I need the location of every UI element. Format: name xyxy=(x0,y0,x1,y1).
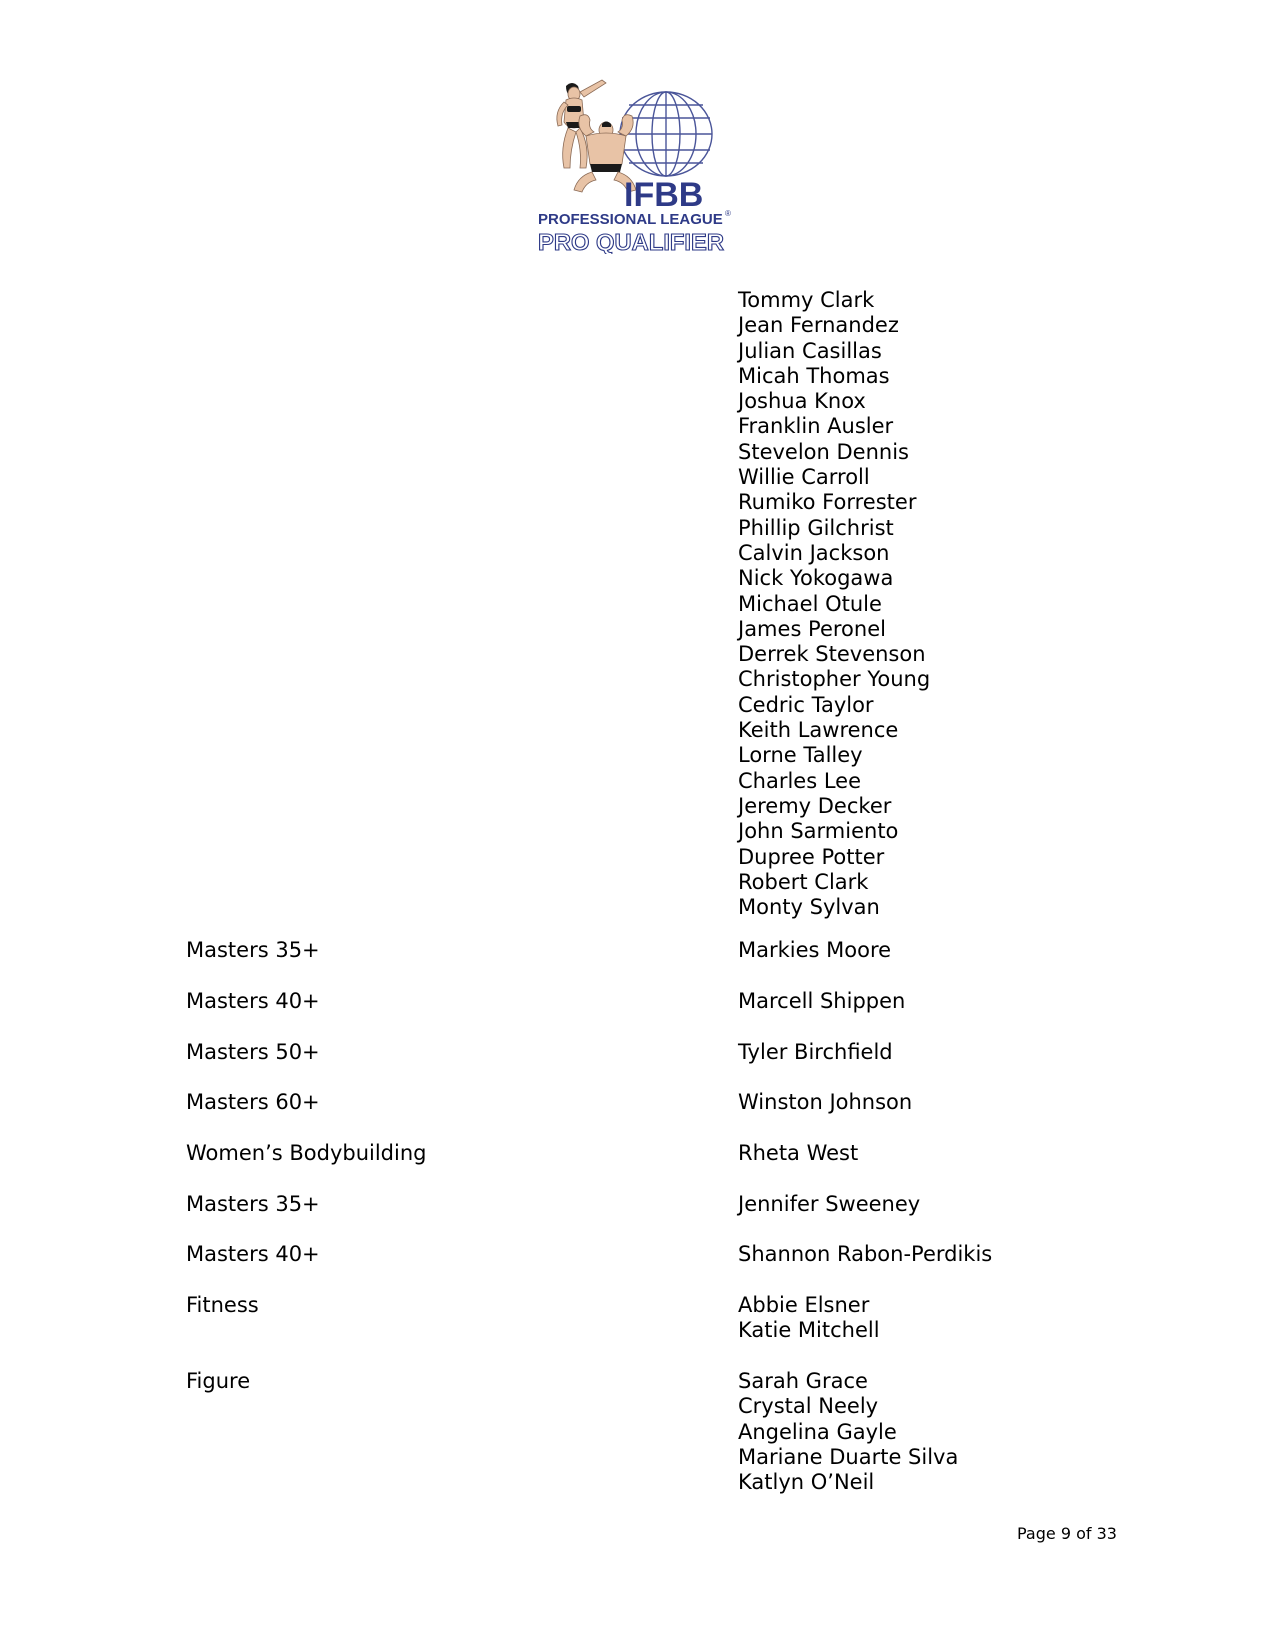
logo-pro-qualifier-text: PRO QUALIFIER xyxy=(538,229,725,254)
category-names xyxy=(738,1040,893,1065)
list-item: Jean Fernandez xyxy=(738,313,899,338)
logo-registered-mark: ® xyxy=(725,209,731,218)
category-label: Masters 40+ xyxy=(186,989,320,1013)
category-label: Masters 60+ xyxy=(186,1090,320,1114)
list-item: Tyler Birchfield xyxy=(738,1040,893,1064)
list-item: Winston Johnson xyxy=(738,1090,913,1114)
list-item: Cedric Taylor xyxy=(738,692,874,717)
list-item: Michael Otule xyxy=(738,591,882,616)
list-item: Dupree Potter xyxy=(738,844,885,869)
list-item: Rheta West xyxy=(738,1141,859,1165)
category-names xyxy=(738,938,891,963)
list-item: Willie Carroll xyxy=(738,465,870,490)
list-item: Keith Lawrence xyxy=(738,718,899,743)
list-item: Abbie Elsner xyxy=(738,1293,870,1317)
list-item: Lorne Talley xyxy=(738,743,863,768)
list-item: Nick Yokogawa xyxy=(738,566,894,591)
category-label: Masters 35+ xyxy=(186,938,320,962)
category-label: Masters 35+ xyxy=(186,1192,320,1216)
list-item: Markies Moore xyxy=(738,938,892,962)
logo-professional-league-text: PROFESSIONAL LEAGUE xyxy=(538,211,723,228)
list-item: Rumiko Forrester xyxy=(738,490,917,515)
globe-icon xyxy=(620,92,712,176)
list-item: John Sarmiento xyxy=(738,819,899,844)
list-item: Julian Casillas xyxy=(738,338,882,363)
list-item: Mariane Duarte Silva xyxy=(738,1444,959,1469)
category-names xyxy=(738,1090,912,1115)
category-names xyxy=(738,1192,920,1217)
list-item: Jeremy Decker xyxy=(738,793,892,818)
list-item: Marcell Shippen xyxy=(738,989,906,1013)
list-item: Charles Lee xyxy=(738,768,862,793)
list-item: Jennifer Sweeney xyxy=(738,1192,921,1216)
list-item: Angelina Gayle xyxy=(738,1419,897,1444)
list-item: Sarah Grace xyxy=(738,1369,868,1393)
category-label: Masters 50+ xyxy=(186,1040,320,1064)
list-item: Stevelon Dennis xyxy=(738,439,909,464)
continued-names-list xyxy=(738,288,930,920)
category-names xyxy=(738,989,905,1014)
list-item: Tommy Clark xyxy=(738,288,875,312)
list-item: Crystal Neely xyxy=(738,1394,879,1419)
category-names xyxy=(738,1369,958,1495)
list-item: James Peronel xyxy=(738,616,886,641)
list-item: Micah Thomas xyxy=(738,363,890,388)
list-item: Christopher Young xyxy=(738,667,931,692)
category-names xyxy=(738,1141,858,1166)
category-names xyxy=(738,1293,880,1344)
page-number: Page 9 of 33 xyxy=(1017,1524,1117,1543)
category-label: Figure xyxy=(186,1369,251,1393)
list-item: Joshua Knox xyxy=(738,389,866,414)
list-item: Phillip Gilchrist xyxy=(738,515,894,540)
category-label: Masters 40+ xyxy=(186,1242,320,1266)
list-item: Robert Clark xyxy=(738,869,869,894)
category-label: Fitness xyxy=(186,1293,259,1317)
list-item: Franklin Ausler xyxy=(738,414,894,439)
list-item: Derrek Stevenson xyxy=(738,642,926,667)
list-item: Katie Mitchell xyxy=(738,1318,880,1343)
list-item: Monty Sylvan xyxy=(738,895,880,920)
list-item: Calvin Jackson xyxy=(738,540,890,565)
list-item: Shannon Rabon-Perdikis xyxy=(738,1242,993,1266)
ifbb-pro-qualifier-logo xyxy=(536,78,748,254)
category-names xyxy=(738,1242,992,1267)
logo-ifbb-text: IFBB xyxy=(624,176,704,214)
list-item: Katlyn O’Neil xyxy=(738,1470,875,1495)
category-label: Women’s Bodybuilding xyxy=(186,1141,427,1165)
